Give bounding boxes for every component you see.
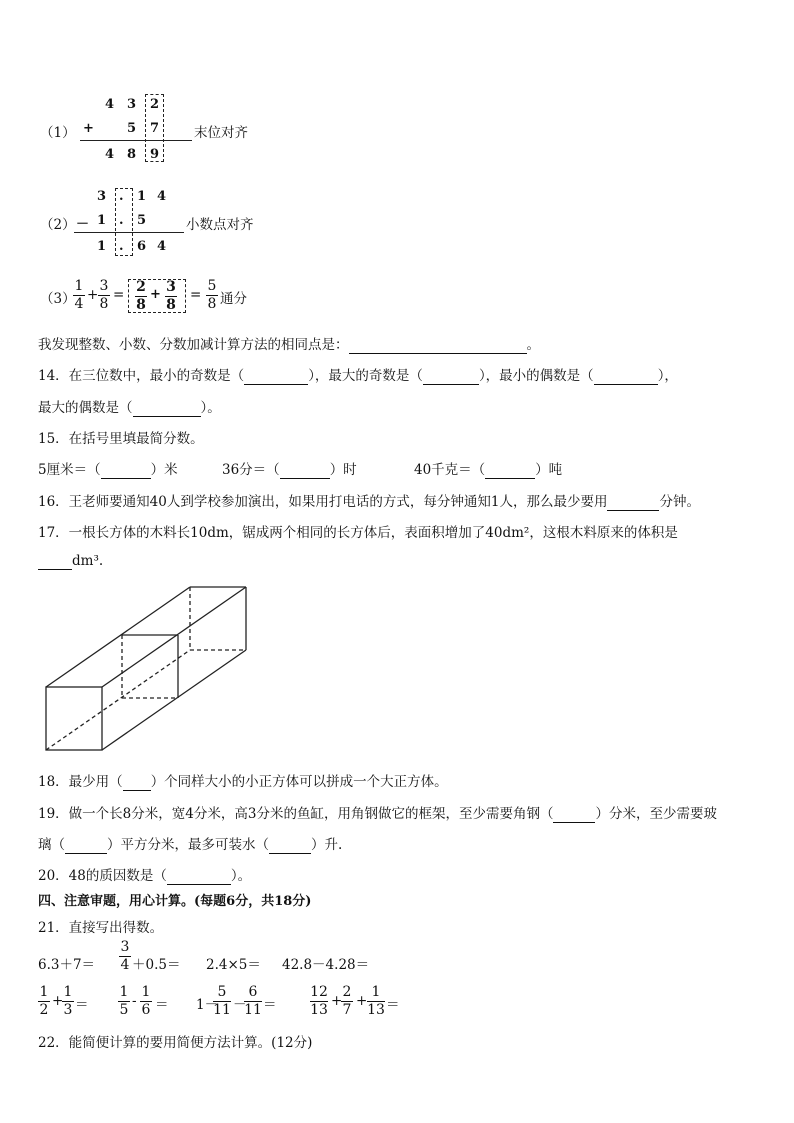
numerator: 3 xyxy=(120,939,130,955)
question-text: ）分米，至少需要玻 xyxy=(595,806,717,822)
question-19-line-1 xyxy=(38,802,717,823)
section-4-title: 四、注意审题，用心计算。(每题6分，共18分) xyxy=(38,894,312,909)
answer-blank[interactable] xyxy=(280,462,330,479)
item-label: （1） xyxy=(40,125,76,141)
digit: 5 xyxy=(137,213,147,228)
denominator: 8 xyxy=(166,297,176,313)
item-text: 36分＝（ xyxy=(222,462,280,478)
item-label: （3） xyxy=(40,291,76,307)
denominator: 8 xyxy=(207,296,217,312)
numerator: 6 xyxy=(248,984,258,1000)
question-text: ），最小的偶数是（ xyxy=(478,368,594,384)
discovery-line xyxy=(38,333,540,354)
question-19-line-2 xyxy=(38,833,342,854)
answer-blank[interactable] xyxy=(123,774,151,791)
answer-blank[interactable] xyxy=(101,462,151,479)
equals-sign: = xyxy=(113,287,125,303)
answer-blank[interactable] xyxy=(38,553,72,570)
question-text: 14．在三位数中，最小的奇数是（ xyxy=(38,368,245,384)
oral-item: 2.4×5＝ xyxy=(206,957,261,973)
equals-sign: ＝ xyxy=(155,997,169,1013)
q15-item xyxy=(38,458,178,479)
cuboid-front-face xyxy=(46,687,102,750)
method-note: 通分 xyxy=(220,291,247,307)
question-text: ），最大的奇数是（ xyxy=(308,368,423,384)
plus-sign: + xyxy=(150,287,161,302)
fraction xyxy=(98,279,110,312)
question-17: 17．一根长方体的木料长10dm，锯成两个相同的长方体后，表面积增加了40dm²，这根木料原来的体积是 xyxy=(38,525,678,541)
digit: 4 xyxy=(105,147,115,162)
fraction xyxy=(62,985,74,1018)
question-text: 16．王老师要通知40人到学校参加演出，如果用打电话的方式，每分钟通知1人，那么最少要用 xyxy=(38,494,608,510)
digit: 3 xyxy=(97,189,107,204)
question-14-line-2 xyxy=(38,396,221,417)
fraction xyxy=(118,985,130,1018)
numerator: 5 xyxy=(217,984,227,1000)
operator: － xyxy=(233,997,247,1013)
digit: 7 xyxy=(150,121,160,136)
denominator: 11 xyxy=(213,1002,231,1018)
denominator: 11 xyxy=(244,1002,262,1018)
operand: 1－ xyxy=(196,997,219,1013)
denominator: 4 xyxy=(74,296,84,312)
question-text: ）， xyxy=(657,368,678,384)
digit: 8 xyxy=(127,147,137,162)
question-text: ）平方分米，最多可装水（ xyxy=(107,837,269,853)
cuboid-figure xyxy=(38,580,254,756)
numerator: 2 xyxy=(342,984,352,1000)
numerator: 12 xyxy=(310,984,328,1000)
question-text: ）。 xyxy=(230,868,252,884)
item-text: ）米 xyxy=(150,462,178,478)
digit: 4 xyxy=(157,189,167,204)
question-text: 19．做一个长8分米，宽4分米，高3分米的鱼缸，用角钢做它的框架，至少需要角钢（ xyxy=(38,806,554,822)
fraction xyxy=(38,985,50,1018)
decimal-point: . xyxy=(119,213,124,228)
answer-blank[interactable] xyxy=(167,868,231,885)
answer-blank[interactable] xyxy=(594,368,658,385)
operator: + xyxy=(356,993,368,1009)
answer-blank[interactable] xyxy=(485,462,535,479)
oral-item: 42.8－4.28＝ xyxy=(282,957,370,973)
fraction xyxy=(244,985,262,1018)
numerator: 1 xyxy=(74,278,84,294)
decimal-point: . xyxy=(119,189,124,204)
discovery-text: 我发现整数、小数、分数加减计算方法的相同点是： xyxy=(38,337,349,353)
fraction xyxy=(135,280,147,313)
denominator: 3 xyxy=(63,1002,73,1018)
answer-blank[interactable] xyxy=(423,368,479,385)
denominator: 5 xyxy=(119,1002,129,1018)
alignment-note: 小数点对齐 xyxy=(186,217,254,233)
fraction xyxy=(341,985,353,1018)
item-text: 40千克＝（ xyxy=(414,462,486,478)
digit: 4 xyxy=(157,239,167,254)
unit: dm³. xyxy=(72,553,104,569)
answer-blank[interactable] xyxy=(244,368,308,385)
numerator: 5 xyxy=(207,278,217,294)
alignment-note: 末位对齐 xyxy=(194,125,248,141)
numerator: 1 xyxy=(63,984,73,1000)
plus-sign: + xyxy=(83,121,94,136)
denominator: 8 xyxy=(136,297,146,313)
minus-sign: － xyxy=(76,217,90,232)
answer-blank[interactable] xyxy=(607,494,659,511)
numerator: 2 xyxy=(136,279,146,295)
question-14-line-1 xyxy=(38,364,678,385)
denominator: 7 xyxy=(342,1002,352,1018)
q15-item xyxy=(414,458,562,479)
digit: 1 xyxy=(137,189,147,204)
question-21-title: 21．直接写出得数。 xyxy=(38,920,164,936)
fraction xyxy=(367,985,385,1018)
equals-sign: = xyxy=(190,287,202,303)
question-text: ）升. xyxy=(311,837,343,853)
numerator: 1 xyxy=(119,984,129,1000)
fraction xyxy=(206,279,218,312)
answer-blank[interactable] xyxy=(269,837,311,854)
question-22: 22．能简便计算的要用简便方法计算。(12分) xyxy=(38,1035,313,1051)
item-text: 5厘米＝（ xyxy=(38,462,101,478)
fraction xyxy=(140,985,152,1018)
digit: 4 xyxy=(105,97,115,112)
answer-blank[interactable] xyxy=(133,400,201,417)
oral-item: ＋0.5＝ xyxy=(132,957,181,973)
answer-blank[interactable] xyxy=(349,337,527,354)
plus-sign: + xyxy=(87,287,99,303)
numerator: 1 xyxy=(141,984,151,1000)
denominator: 4 xyxy=(120,957,130,973)
period: 。 xyxy=(526,337,540,353)
decimal-point: . xyxy=(119,239,124,254)
answer-blank[interactable] xyxy=(65,837,107,854)
operator: - xyxy=(132,993,137,1009)
oral-item: 6.3＋7＝ xyxy=(38,957,96,973)
fraction xyxy=(213,985,231,1018)
digit: 1 xyxy=(97,239,107,254)
question-text: 璃（ xyxy=(38,837,65,853)
question-text: ）个同样大小的小正方体可以拼成一个大正方体。 xyxy=(150,774,448,790)
numerator: 1 xyxy=(371,984,381,1000)
numerator: 3 xyxy=(166,279,176,295)
fraction xyxy=(73,279,85,312)
item-text: ）时 xyxy=(329,462,357,478)
alignment-box xyxy=(115,188,133,256)
question-17-answer xyxy=(38,553,103,570)
denominator: 6 xyxy=(141,1002,151,1018)
numerator: 3 xyxy=(99,278,109,294)
digit: 6 xyxy=(137,239,147,254)
operator: + xyxy=(331,993,343,1009)
operator: + xyxy=(52,993,64,1009)
digit: 2 xyxy=(150,97,160,112)
question-text: 分钟。 xyxy=(659,494,700,510)
question-text: 最大的偶数是（ xyxy=(38,400,133,416)
q15-item xyxy=(222,458,357,479)
sum-line xyxy=(80,140,192,141)
fraction xyxy=(119,940,131,973)
equals-sign: ＝ xyxy=(386,997,400,1013)
question-20 xyxy=(38,864,251,885)
question-15-title: 15．在括号里填最简分数。 xyxy=(38,431,204,447)
fraction xyxy=(165,280,177,313)
question-18 xyxy=(38,770,448,791)
fraction xyxy=(310,985,328,1018)
denominator: 8 xyxy=(99,296,109,312)
item-label: （2） xyxy=(40,217,76,233)
item-text: ）吨 xyxy=(535,462,563,478)
digit: 3 xyxy=(127,97,137,112)
numerator: 1 xyxy=(39,984,49,1000)
equals-sign: ＝ xyxy=(75,997,89,1013)
question-text: ）。 xyxy=(200,400,221,416)
alignment-box xyxy=(145,94,164,162)
digit: 5 xyxy=(127,121,137,136)
denominator: 2 xyxy=(39,1002,49,1018)
equals-sign: ＝ xyxy=(263,997,277,1013)
denominator: 13 xyxy=(310,1002,328,1018)
digit: 1 xyxy=(97,213,107,228)
answer-blank[interactable] xyxy=(553,806,595,823)
question-text: 18．最少用（ xyxy=(38,774,123,790)
denominator: 13 xyxy=(367,1002,385,1018)
digit: 9 xyxy=(150,147,160,162)
question-text: 20．48的质因数是（ xyxy=(38,868,167,884)
question-16 xyxy=(38,490,700,511)
